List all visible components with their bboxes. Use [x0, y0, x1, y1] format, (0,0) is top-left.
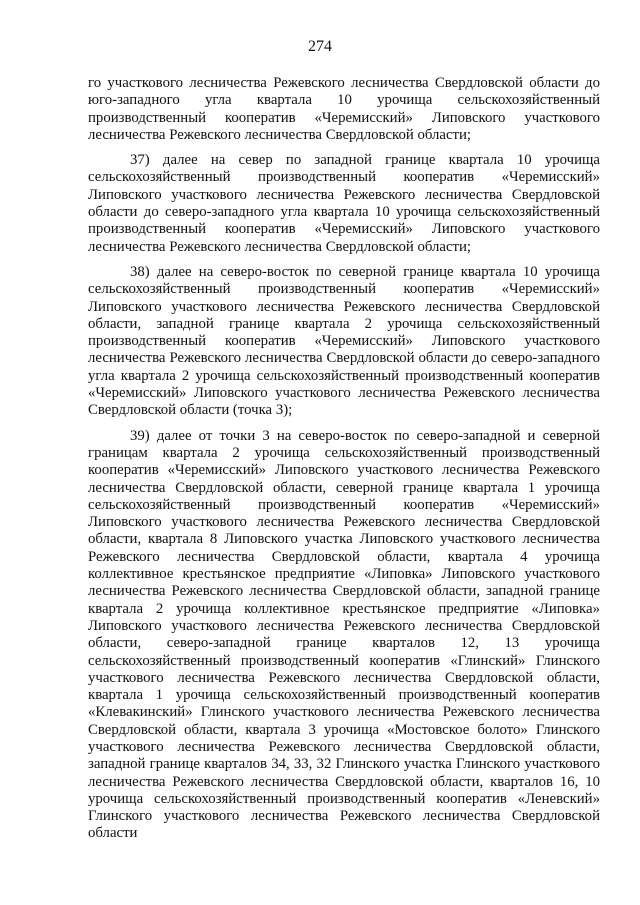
page-number: 274	[308, 38, 332, 55]
document-body	[88, 75, 600, 851]
paragraph-continuation: го участкового лесничества Режевского лесничества Свердловской области до юго-западного угла квартала 10 урочища сельскохозяйственный производственный кооператив «Черемисский» Липовского участкового лесничества Режевского лесничества Свердловской области;	[88, 75, 600, 143]
paragraph-item-39: 39) далее от точки 3 на северо-восток по северо-западной и северной границам квартала 2 урочища сельскохозяйственный производственный кооператив «Черемисский» Липовского участкового лесничества Режевского лесничества Свердловской области, северной границе квартала 1 урочища сельскохозяйственный производственный кооператив «Черемисский» Липовского участкового лесничества Режевского лесничества Свердловской области, квартала 8 Липовского участка Липовского участкового лесничества Режевского лесничества Свердловской области, квартала 4 урочища коллективное крестьянское предприятие «Липовка» Липовского участкового лесничества Режевского лесничества Свердловской области, западной границе квартала 2 урочища коллективное крестьянское предприятие «Липовка» Липовского участкового лесничества Режевского лесничества Свердловской области, северо-западной границе кварталов 12, 13 урочища сельскохозяйственный производственный кооператив «Глинский» Глинского участкового лесничества Режевского лесничества Свердловской области, квартала 1 урочища сельскохозяйственный производственный кооператив «Клевакинский» Глинского участкового лесничества Режевского лесничества Свердловской области, квартала 3 урочища «Мостовское болото» Глинского участкового лесничества Режевского лесничества Свердловской области, западной границе кварталов 34, 33, 32 Глинского участка Глинского участкового лесничества Режевского лесничества Свердловской области, кварталов 16, 10 урочища сельскохозяйственный производственный кооператив «Леневский» Глинского участкового лесничества Режевского лесничества Свердловской области	[88, 427, 600, 842]
paragraph-item-38: 38) далее на северо-восток по северной границе квартала 10 урочища сельскохозяйственный производственный кооператив «Черемисский» Липовского участкового лесничества Режевского лесничества Свердловской области, западной границе квартала 2 урочища сельскохозяйственный производственный кооператив «Черемисский» Липовского участкового лесничества Режевского лесничества Свердловской области до северо-западного угла квартала 2 урочища сельскохозяйственный производственный кооператив «Черемисский» Липовского участкового лесничества Режевского лесничества Свердловской области (точка 3);	[88, 263, 600, 419]
paragraph-item-37: 37) далее на север по западной границе квартала 10 урочища сельскохозяйственный производственный кооператив «Черемисский» Липовского участкового лесничества Режевского лесничества Свердловской области до северо-западного угла квартала 10 урочища сельскохозяйственный производственный кооператив «Черемисский» Липовского участкового лесничества Режевского лесничества Свердловской области;	[88, 152, 600, 255]
